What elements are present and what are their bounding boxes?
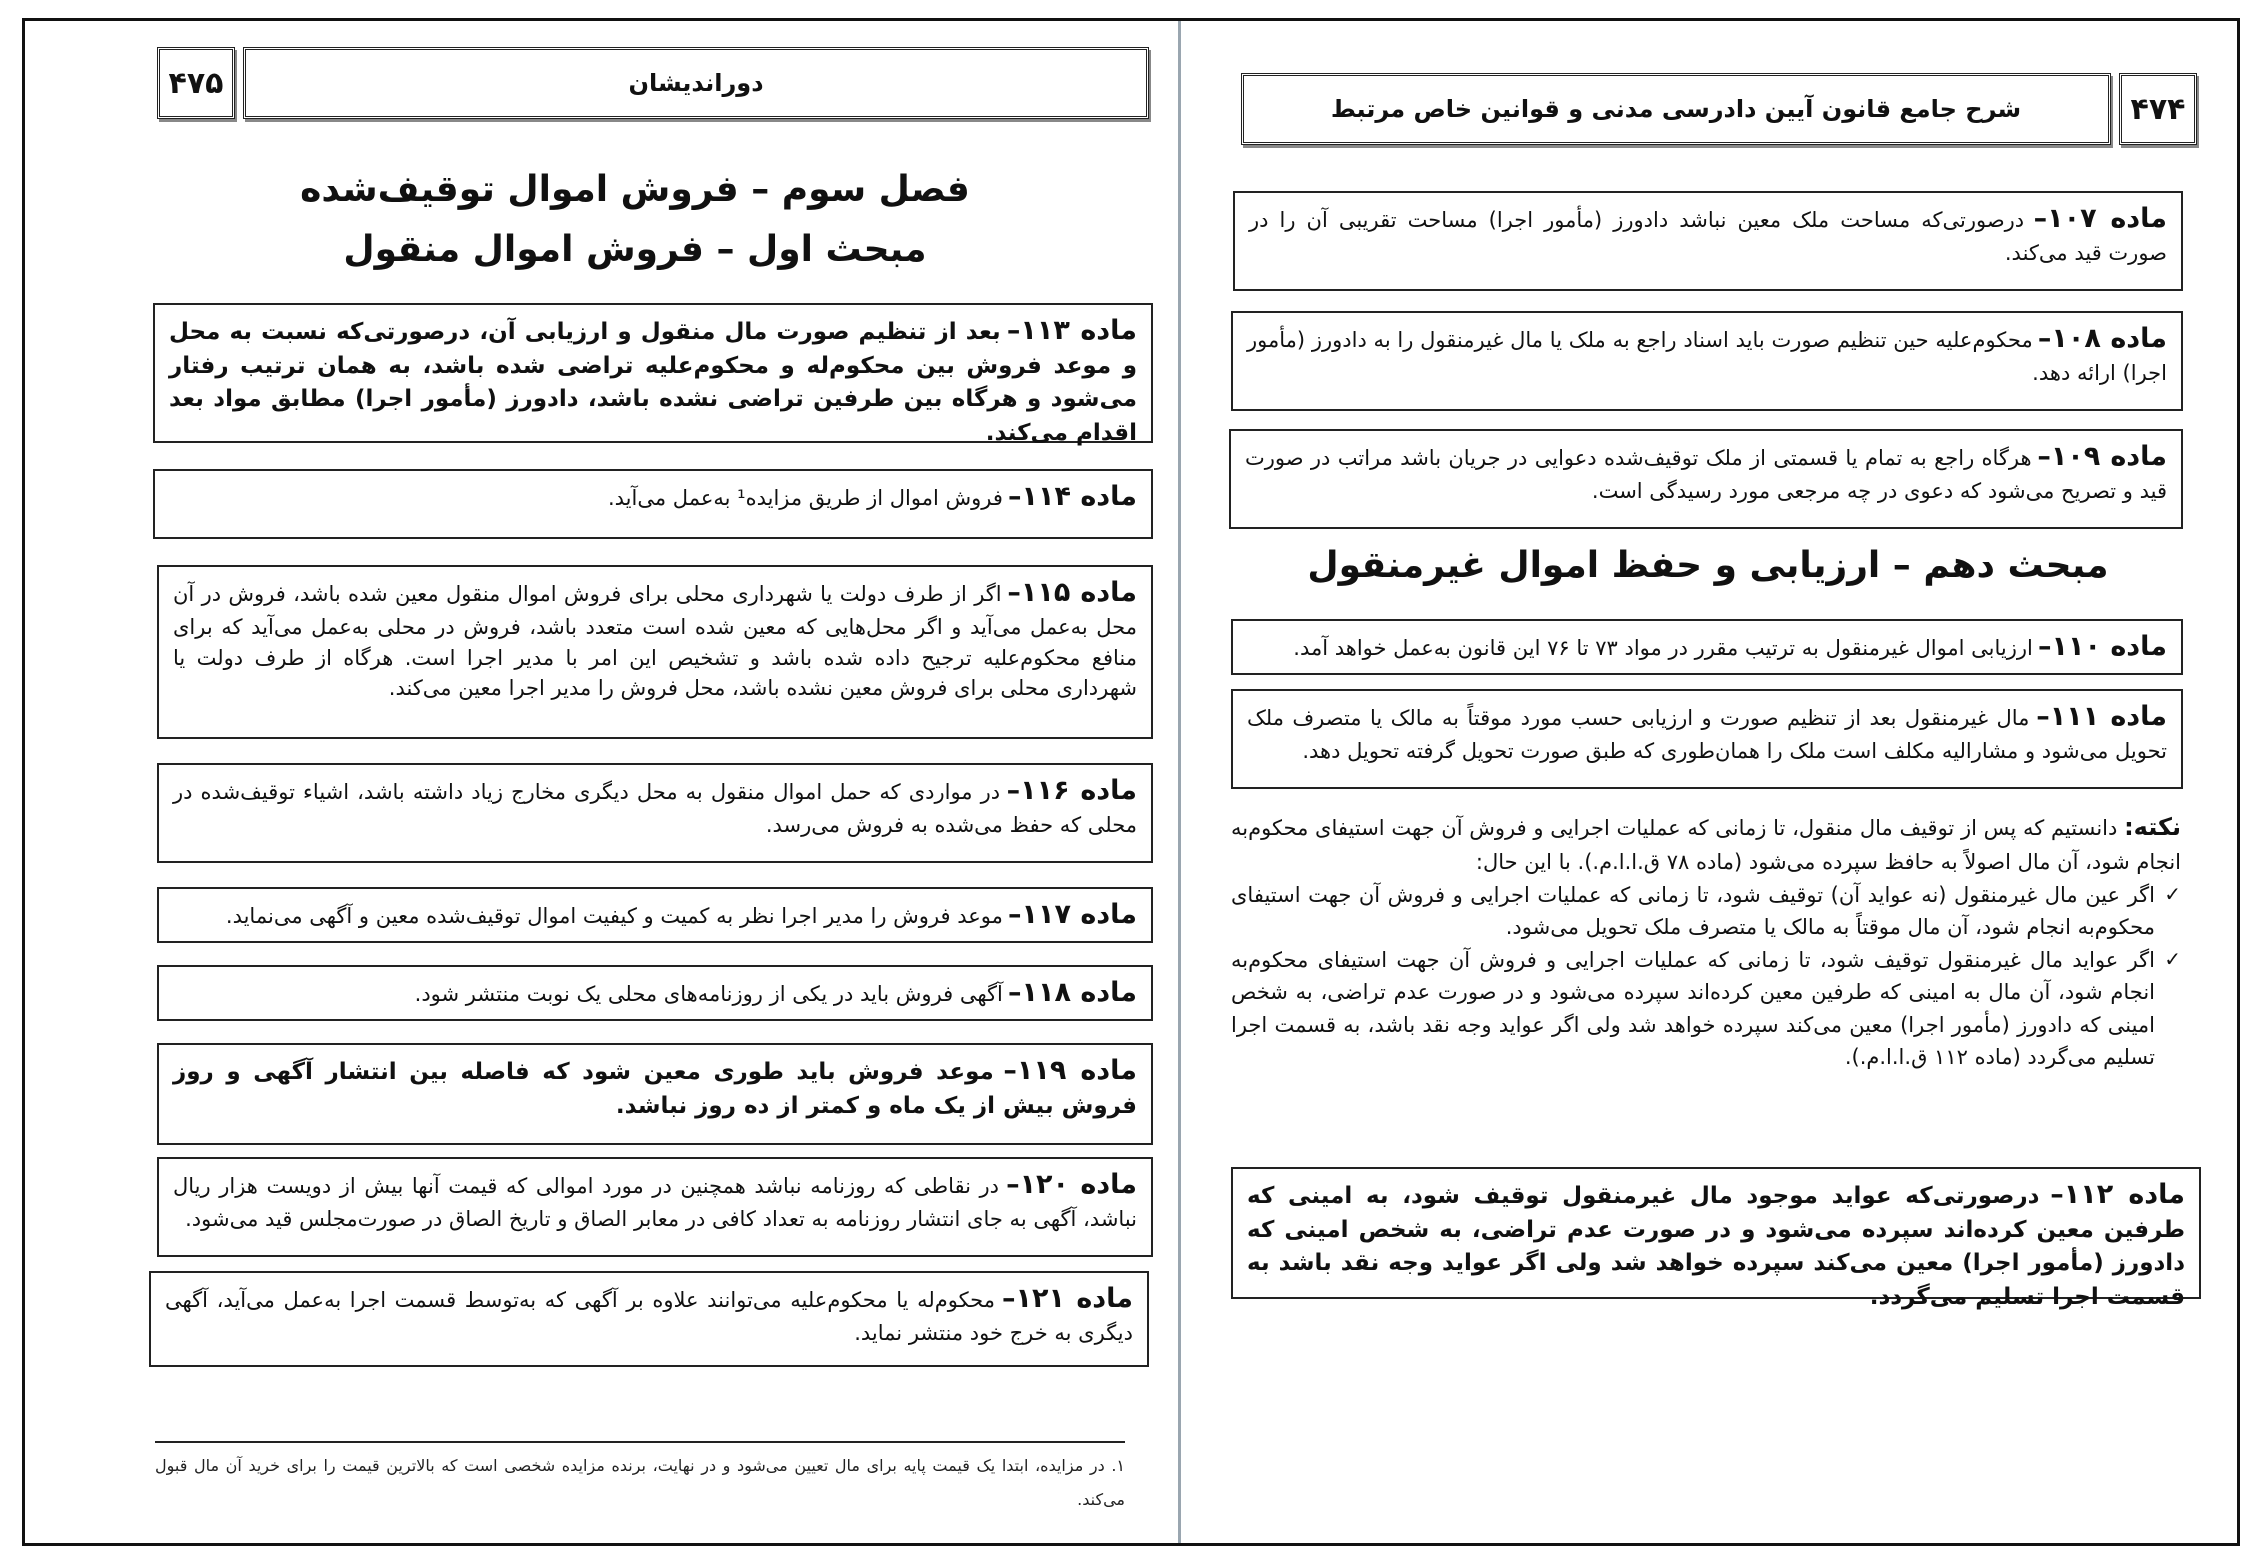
- article-116: [157, 763, 1153, 863]
- article-text: در نقاطی که روزنامه نباشد همچنین در مورد اموالی که قیمت آنها بیش از دویست هزار ریال نباشد، آگهی به جای انتشار روزنامه به تعداد کافی در معابر الصاق و تاریخ الصاق در صورت‌مجلس قید می‌شود.: [173, 1174, 1137, 1232]
- footnote-rule: [155, 1441, 1125, 1443]
- check-icon: ✓: [2164, 946, 2181, 971]
- article-108: [1231, 311, 2183, 411]
- note-bullet-text: اگر عواید مال غیرمنقول توقیف شود، تا زمانی که عملیات اجرایی و فروش آن جهت استیفای محکوم‌به انجام شود، آن مال به امینی که طرفین معین کرده‌اند سپرده می‌شود و در صورت عدم تراضی، به شخص امینی که دادورز (مأمور اجرا) معین می‌کند سپرده خواهد شد ولی اگر عواید وجه نقد باشد، به قسمت اجرا تسلیم می‌گردد (ماده ۱۱۲ ق.ا.ا.م.).: [1231, 947, 2155, 1070]
- section-heading: مبحث اول – فروش اموال منقول: [343, 229, 927, 270]
- article-text: موعد فروش باید طوری معین شود که فاصله بین انتشار آگهی و روز فروش بیش از یک ماه و کمتر از ده روز نباشد.: [173, 1059, 1137, 1120]
- running-title: دوراندیشان: [243, 47, 1149, 119]
- article-text: مال غیرمنقول بعد از تنظیم صورت و ارزیابی حسب مورد موقتاً به مالک یا متصرف ملک تحویل می‌شود و مشارالیه مکلف است ملک را همان‌طوری که طبق صورت تحویل گرفته تحویل دهد.: [1247, 706, 2167, 764]
- article-label: ماده ۱۱۱–: [2036, 701, 2167, 732]
- article-text: هرگاه راجع به تمام یا قسمتی از ملک توقیف‌شده دعوایی در جریان باشد مراتب در صورت قید و تصریح می‌شود که دعوی در چه مرجعی مورد رسیدگی است.: [1245, 446, 2167, 504]
- article-110: [1231, 619, 2183, 675]
- right-header: [1241, 73, 2197, 145]
- article-121: [149, 1271, 1149, 1367]
- note-bullet: [1231, 944, 2181, 1074]
- section-heading: مبحث دهم – ارزیابی و حفظ اموال غیرمنقول: [1307, 545, 2109, 586]
- article-label: ماده ۱۰۸–: [2037, 323, 2167, 354]
- article-label: ماده ۱۲۱–: [1002, 1283, 1133, 1314]
- article-text: درصورتی‌که عواید موجود مال غیرمنقول توقیف شود، به امینی که طرفین معین کرده‌اند سپرده می‌شود و در صورت عدم تراضی، به شخص امینی که دادورز (مأمور اجرا) معین می‌کند سپرده خواهد شد ولی اگر عواید وجه نقد باشد به قسمت اجرا تسلیم می‌گردد.: [1247, 1183, 2185, 1310]
- article-111: [1231, 689, 2183, 789]
- article-label: ماده ۱۱۲–: [2050, 1179, 2185, 1210]
- running-title: شرح جامع قانون آیین دادرسی مدنی و قوانین خاص مرتبط: [1241, 73, 2111, 145]
- article-109: [1229, 429, 2183, 529]
- article-text: اگر از طرف دولت یا شهرداری محلی برای فروش اموال منقول معین شده باشد، فروش در آن محل به‌عمل می‌آید و اگر محل‌هایی که معین شده است متعدد باشد، فروش در محلی به‌عمل می‌آید که برای منافع محکوم‌علیه ترجیح داده شده باشد و تشخیص این امر با مدیر اجرا است. هرگاه از طرف دولت یا شهرداری محلی برای فروش معین نشده باشد، محل فروش را مدیر اجرا معین می‌کند.: [173, 582, 1137, 701]
- note-bullet-text: اگر عین مال غیرمنقول (نه عواید آن) توقیف شود، تا زمانی که عملیات اجرایی و فروش آن جهت استیفای محکوم‌به انجام شود، آن مال موقتاً به مالک یا متصرف ملک تحویل می‌شود.: [1231, 882, 2155, 940]
- left-header: [157, 47, 1149, 119]
- article-107: [1233, 191, 2183, 291]
- article-text: موعد فروش را مدیر اجرا نظر به کمیت و کیفیت اموال توقیف‌شده معین و آگهی می‌نماید.: [225, 904, 1003, 928]
- note-bullet: [1231, 879, 2181, 944]
- article-label: ماده ۱۰۹–: [2037, 441, 2167, 472]
- note-label: نکته:: [2124, 813, 2181, 841]
- article-120: [157, 1157, 1153, 1257]
- article-label: ماده ۱۲۰–: [1006, 1169, 1137, 1200]
- article-label: ماده ۱۱۰–: [2037, 631, 2167, 662]
- note-intro: دانستیم که پس از توقیف مال منقول، تا زمانی که عملیات اجرایی و فروش آن جهت استیفای محکوم‌به انجام شود، آن مال اصولاً به حافظ سپرده می‌شود (ماده ۷۸ ق.ا.ا.م.). با این حال:: [1231, 816, 2181, 875]
- article-label: ماده ۱۱۸–: [1007, 977, 1137, 1008]
- article-label: ماده ۱۱۳–: [1006, 315, 1137, 346]
- article-label: ماده ۱۱۷–: [1007, 899, 1137, 930]
- page-number: ۴۷۵: [157, 47, 235, 119]
- article-text: محکوم‌علیه حین تنظیم صورت باید اسناد راجع به ملک یا مال غیرمنقول را به دادورز (مأمور اجرا) ارائه دهد.: [1247, 328, 2167, 386]
- article-113: [153, 303, 1153, 446]
- article-text: بعد از تنظیم صورت مال منقول و ارزیابی آن، درصورتی‌که نسبت به محل و موعد فروش بین محکوم‌له و محکوم‌علیه تراضی شده باشد، به همان ترتیب رفتار می‌شود و هرگاه بین طرفین تراضی نشده باشد، دادورز (مأمور اجرا) مطابق مواد بعد اقدام می‌کند.: [169, 319, 1137, 446]
- article-text: در مواردی که حمل اموال منقول به محل دیگری مخارج زیاد داشته باشد، اشیاء توقیف‌شده در محلی که حفظ می‌شده به فروش می‌رسد.: [173, 780, 1137, 838]
- check-icon: ✓: [2164, 881, 2181, 906]
- article-text: درصورتی‌که مساحت ملک معین نباشد دادورز (مأمور اجرا) مساحت تقریبی آن را در صورت قید می‌کند.: [1249, 208, 2167, 266]
- article-115: [157, 565, 1153, 739]
- article-text: آگهی فروش باید در یکی از روزنامه‌های محلی یک نوبت منتشر شود.: [414, 982, 1003, 1006]
- note-block: [1231, 809, 2181, 1074]
- page-number: ۴۷۴: [2119, 73, 2197, 145]
- article-label: ماده ۱۰۷–: [2033, 203, 2167, 234]
- footnote: ۱. در مزایده، ابتدا یک قیمت پایه برای مال تعیین می‌شود و در نهایت، برنده مزایده شخصی است که بالاترین قیمت را برای خرید آن مال قبول می‌کند.: [155, 1456, 1125, 1509]
- article-112: [1231, 1167, 2201, 1310]
- article-114: [153, 469, 1153, 539]
- article-label: ماده ۱۱۹–: [1003, 1055, 1137, 1086]
- article-label: ماده ۱۱۶–: [1006, 775, 1137, 806]
- left-page: [25, 21, 1175, 1543]
- article-text: محکوم‌له یا محکوم‌علیه می‌توانند علاوه بر آگهی که به‌توسط قسمت اجرا به‌عمل می‌آید، آگهی دیگری به خرج خود منتشر نماید.: [165, 1288, 1133, 1346]
- article-label: ماده ۱۱۵–: [1007, 577, 1137, 608]
- chapter-heading: فصل سوم – فروش اموال توقیف‌شده: [300, 169, 970, 210]
- right-page: [1183, 21, 2237, 1543]
- article-118: [157, 965, 1153, 1021]
- article-label: ماده ۱۱۴–: [1007, 481, 1137, 512]
- book-spine: [1178, 21, 1181, 1543]
- article-text: ارزیابی اموال غیرمنقول به ترتیب مقرر در مواد ۷۳ تا ۷۶ این قانون به‌عمل خواهد آمد.: [1293, 636, 2033, 660]
- article-119: [157, 1043, 1153, 1145]
- article-text: فروش اموال از طریق مزایده¹ به‌عمل می‌آید.: [607, 486, 1003, 510]
- article-117: [157, 887, 1153, 943]
